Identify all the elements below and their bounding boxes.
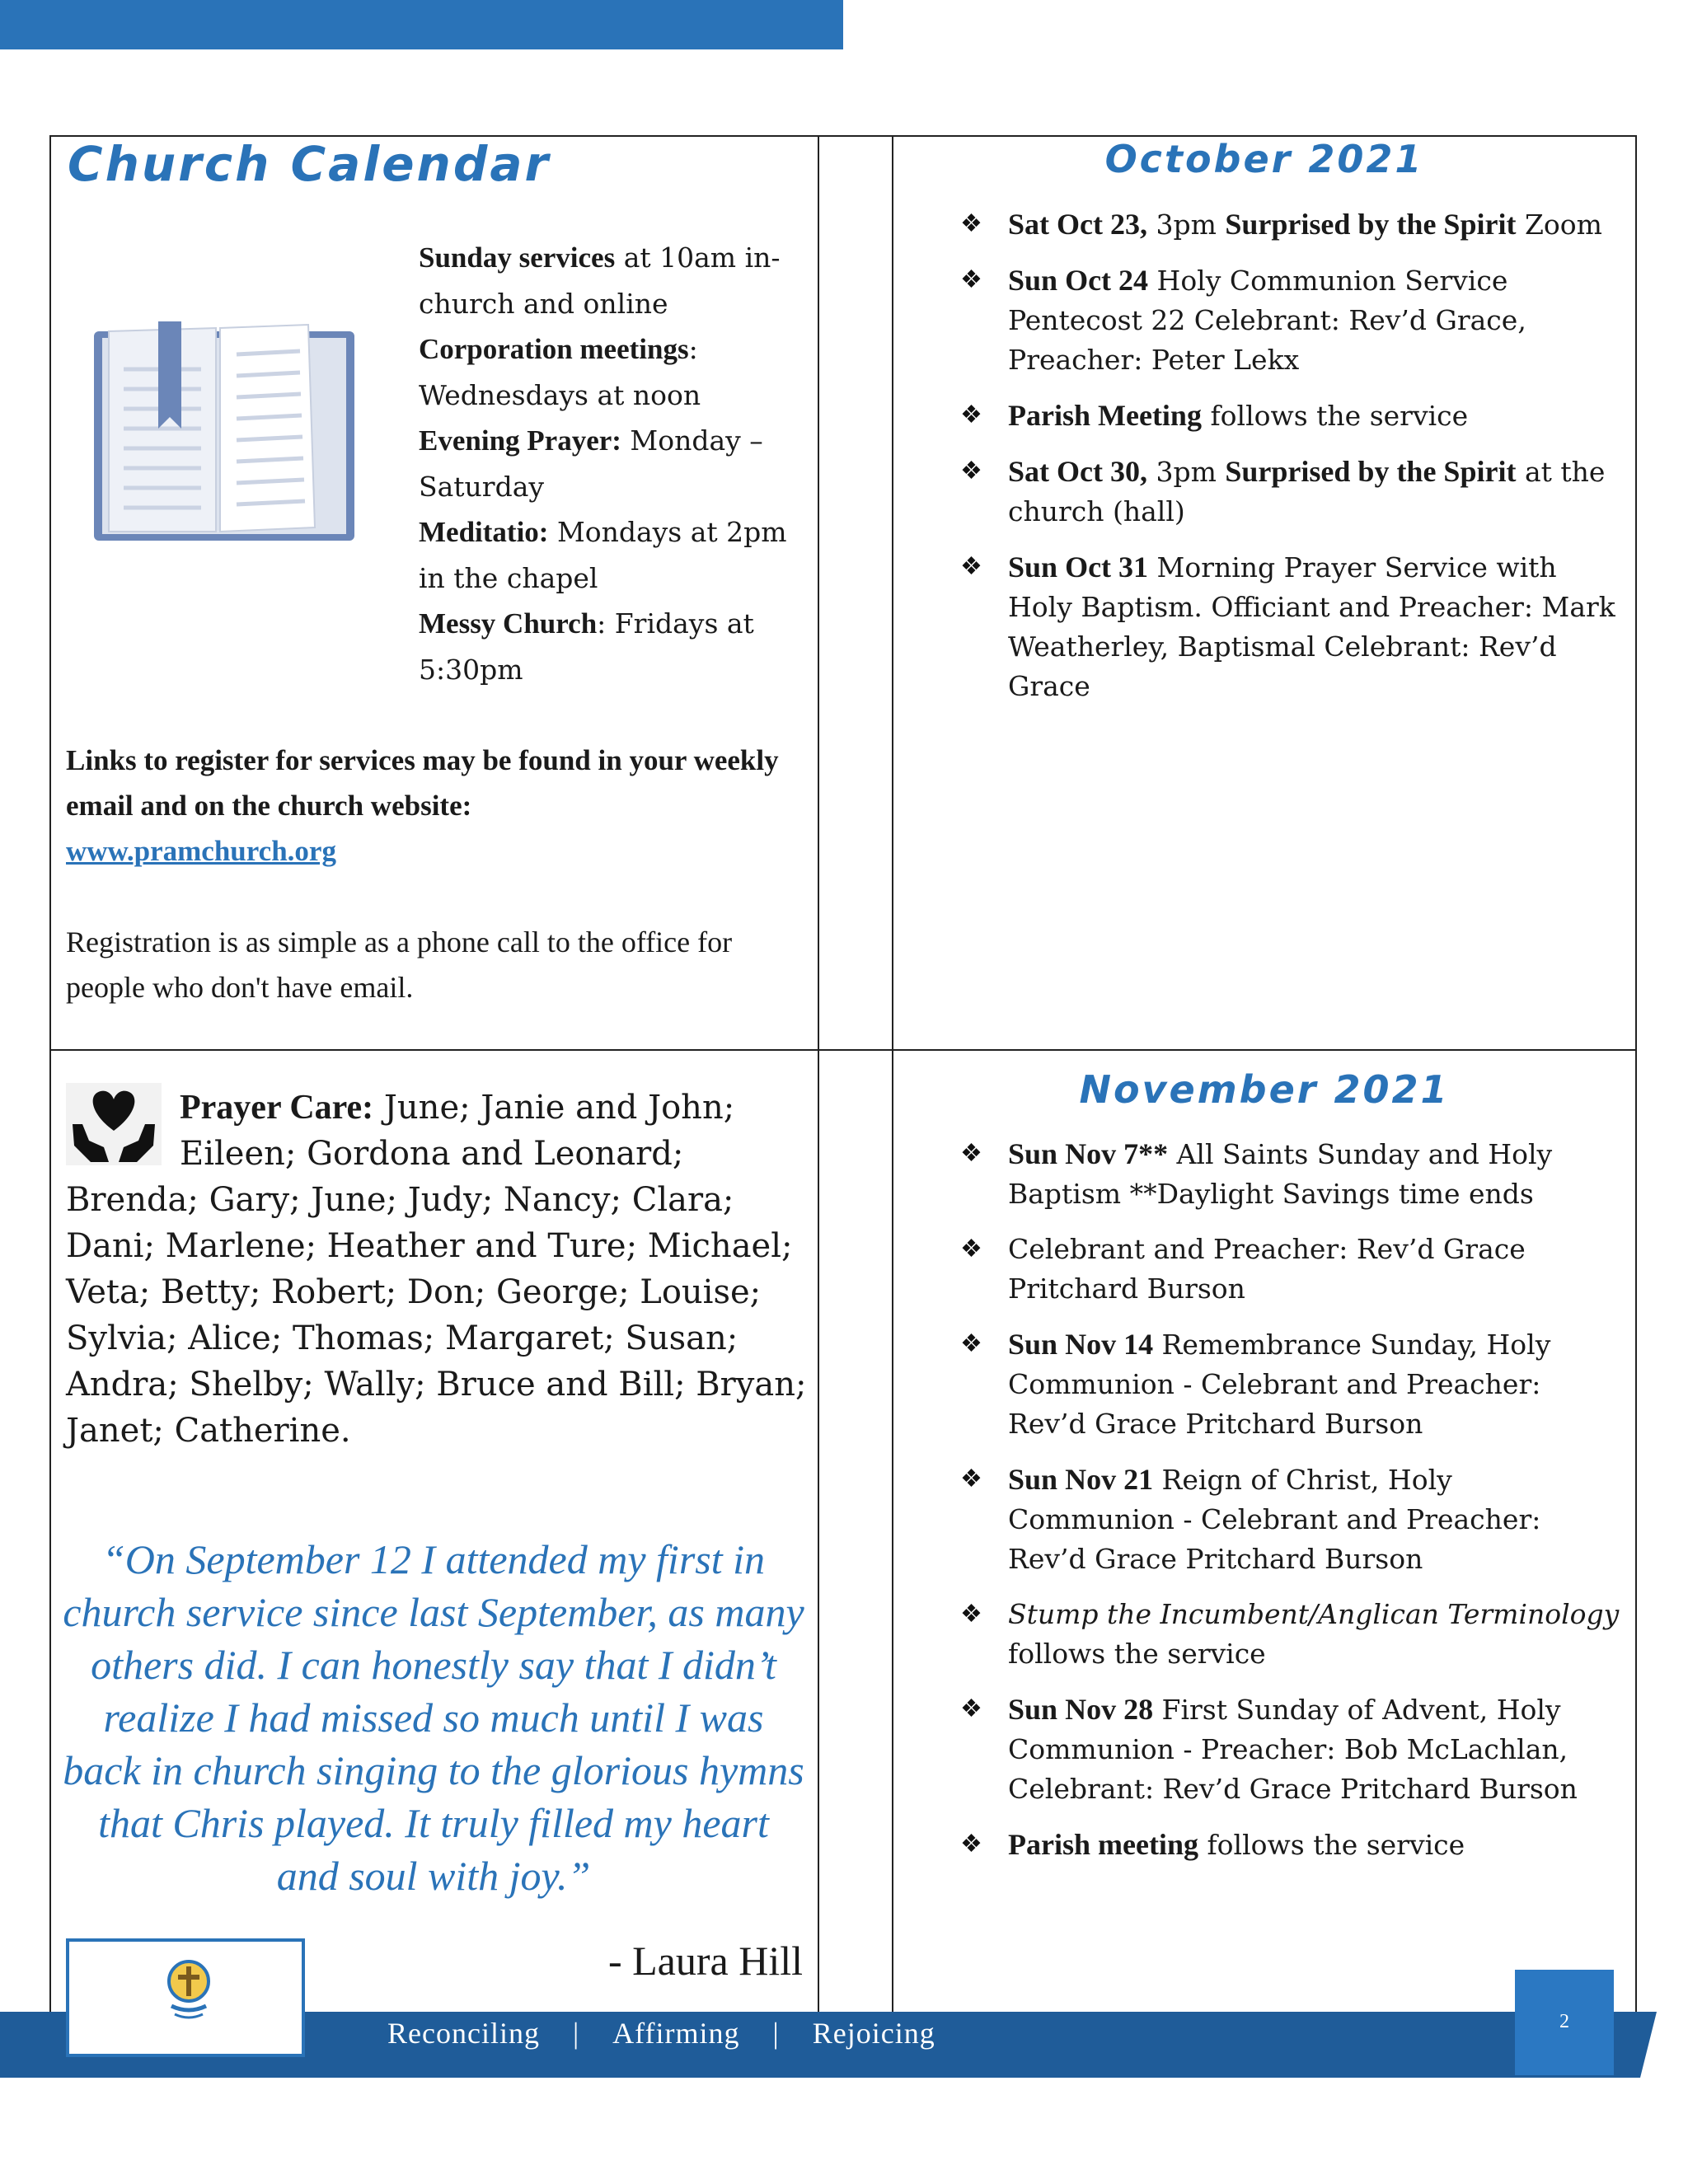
quote-attribution: - Laura Hill [607, 1938, 803, 1984]
links-text: Links to register for services may be found in your weekly email and on the church website: [66, 744, 779, 822]
diamond-bullet-icon: ❖ [960, 1139, 982, 1168]
event-item [960, 547, 1620, 706]
prayer-names: June; Janie and John; Eileen; Gordona and Leonard; Brenda; Gary; June; Judy; Nancy; Clara; Dani; Marlene; Heather and Ture; Michael; Veta; Betty; Robert; Don; George; Louise; Sylvia; Alice; Thomas; Margaret; Susan; Andra; Shelby; Wally; Bruce and Bill; Bryan; Janet; Catherine. [66, 1089, 807, 1450]
event-item [960, 1595, 1620, 1674]
service-label: Evening Prayer: [419, 424, 621, 457]
service-label: Corporation meetings [419, 333, 689, 365]
event-highlight: Sun Nov 14 [1008, 1328, 1154, 1361]
event-item [960, 1460, 1620, 1579]
diamond-bullet-icon: ❖ [960, 457, 982, 485]
october-heading: October 2021 [1104, 137, 1424, 181]
event-text: Morning Prayer Service with Holy Baptism. Officiant and Preacher: Mark Weatherley, Baptismal Celebrant: Rev’d Grace [1008, 551, 1615, 702]
event-highlight: Parish Meeting [1008, 399, 1202, 432]
event-item [960, 1134, 1620, 1214]
diamond-bullet-icon: ❖ [960, 1465, 982, 1493]
event-item [960, 452, 1620, 532]
service-item [419, 509, 814, 601]
event-item [960, 1825, 1620, 1865]
testimonial-quote: “On September 12 I attended my first in church service since last September, as many others did. I can honestly say that I didn’t realize I had missed so much until I was back in church singing to the glorious hymns that Chris played. It truly filled my heart and soul with joy.” [63, 1536, 804, 1899]
service-text: Mondays at 2pm in the chapel [419, 516, 787, 594]
website-link[interactable]: www.pramchurch.org [66, 835, 336, 867]
prayer-care-list [66, 1085, 818, 1454]
diamond-bullet-icon: ❖ [960, 401, 982, 429]
grid-divider [818, 135, 819, 2014]
service-label: Meditatio: [419, 516, 549, 548]
event-item [960, 1324, 1620, 1444]
event-text: Reign of Christ, Holy Communion - Celebrant and Preacher: Rev’d Grace Pritchard Burson [1008, 1464, 1541, 1575]
motto-separator: | [572, 2017, 580, 2050]
event-item [960, 204, 1620, 245]
service-item [419, 418, 814, 509]
event-highlight: Surprised by the Spirit [1225, 455, 1517, 488]
motto-separator: | [772, 2017, 780, 2050]
diamond-bullet-icon: ❖ [960, 1694, 982, 1723]
service-schedule [419, 235, 814, 692]
diamond-bullet-icon: ❖ [960, 552, 982, 581]
church-seal-logo [160, 1948, 218, 2031]
grid-divider [49, 1049, 1637, 1051]
service-text: Monday – Saturday [419, 424, 763, 503]
diamond-bullet-icon: ❖ [960, 265, 982, 294]
event-text: 3pm [1146, 209, 1226, 241]
event-text: Remembrance Sunday, Holy Communion - Celebrant and Preacher: Rev’d Grace Pritchard Burson [1008, 1329, 1551, 1440]
service-text: : Fridays at 5:30pm [419, 607, 754, 686]
november-event-list [960, 1134, 1620, 1881]
october-event-list [960, 204, 1620, 722]
november-heading: November 2021 [1079, 1067, 1450, 1112]
event-highlight: Sun Oct 24 [1008, 264, 1149, 297]
header-accent-bar [0, 0, 843, 49]
motto-affirming: Affirming [612, 2017, 740, 2050]
footer-motto [371, 2016, 952, 2050]
event-text: follows the service [1201, 400, 1469, 432]
service-text: : Wednesdays at noon [419, 333, 701, 411]
event-highlight: Sun Nov 7** [1008, 1137, 1169, 1170]
diamond-bullet-icon: ❖ [960, 1235, 982, 1263]
event-item [960, 396, 1620, 436]
motto-reconciling: Reconciling [387, 2017, 540, 2050]
event-highlight: Sun Nov 28 [1008, 1693, 1154, 1726]
event-highlight: Sat Oct 30, [1008, 455, 1147, 488]
event-emphasis: Stump the Incumbent/Anglican Terminology [1008, 1598, 1620, 1630]
registration-note: Registration is as simple as a phone call to the office for people who don't have email. [66, 926, 733, 1004]
event-text: Celebrant and Preacher: Rev’d Grace Pritchard Burson [1008, 1233, 1526, 1305]
event-text: 3pm [1146, 456, 1226, 488]
service-label: Sunday services [419, 241, 616, 274]
event-text: Holy Communion Service Pentecost 22 Celebrant: Rev’d Grace, Preacher: Peter Lekx [1008, 265, 1526, 376]
service-item [419, 326, 814, 418]
event-item [960, 260, 1620, 380]
service-item [419, 601, 814, 692]
prayer-care-label: Prayer Care: [180, 1089, 374, 1127]
page-title: Church Calendar [68, 136, 551, 192]
event-item [960, 1690, 1620, 1809]
diamond-bullet-icon: ❖ [960, 1830, 982, 1858]
motto-rejoicing: Rejoicing [812, 2017, 935, 2050]
service-item [419, 235, 814, 326]
event-text: follows the service [1198, 1829, 1465, 1861]
event-highlight: Sat Oct 23, [1008, 208, 1147, 241]
church-logo [66, 1938, 305, 2057]
page-number: 2 [1559, 2011, 1569, 2032]
book-icon [92, 321, 360, 544]
event-text: Zoom [1516, 209, 1602, 241]
diamond-bullet-icon: ❖ [960, 1600, 982, 1629]
event-text: follows the service [1008, 1638, 1266, 1670]
registration-links-text [66, 738, 808, 874]
event-highlight: Sun Nov 21 [1008, 1463, 1154, 1496]
event-highlight: Surprised by the Spirit [1225, 208, 1517, 241]
diamond-bullet-icon: ❖ [960, 1329, 982, 1358]
event-highlight: Parish meeting [1008, 1828, 1198, 1861]
service-label: Messy Church [419, 607, 598, 640]
event-highlight: Sun Oct 31 [1008, 551, 1149, 583]
service-text: at 10am in-church and online [419, 241, 781, 320]
event-text: All Saints Sunday and Holy Baptism **Daylight Savings time ends [1008, 1138, 1553, 1210]
event-text: at the church (hall) [1008, 456, 1606, 527]
event-item [960, 1230, 1620, 1309]
event-text: First Sunday of Advent, Holy Communion - Preacher: Bob McLachlan, Celebrant: Rev’d Grace Pritchard Burson [1008, 1694, 1578, 1805]
diamond-bullet-icon: ❖ [960, 209, 982, 238]
